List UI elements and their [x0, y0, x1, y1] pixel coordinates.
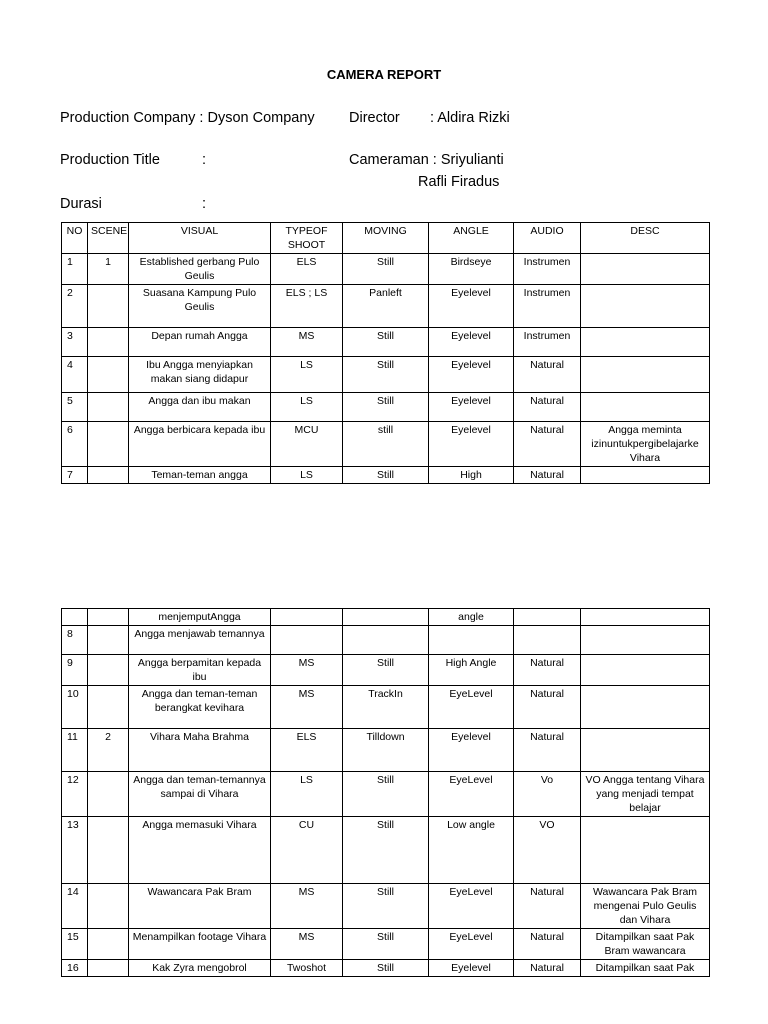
header-angle: ANGLE — [429, 223, 514, 254]
cell-visual: Suasana Kampung Pulo Geulis — [129, 285, 271, 328]
cell-desc — [581, 655, 710, 686]
cell-visual: Angga memasuki Vihara — [129, 817, 271, 884]
cell-audio: Natural — [514, 357, 581, 393]
cell-scene — [88, 609, 129, 626]
cell-scene — [88, 357, 129, 393]
cell-audio: Instrumen — [514, 254, 581, 285]
table-row — [62, 467, 710, 484]
production-title-label: Production Title — [60, 152, 160, 168]
cell-no: 4 — [62, 357, 88, 393]
table-row — [62, 328, 710, 357]
director-value: : Aldira Rizki — [430, 110, 510, 126]
cell-moving: Still — [343, 929, 429, 960]
cell-desc — [581, 328, 710, 357]
cell-type-of-shoot: LS — [271, 357, 343, 393]
cell-type-of-shoot: LS — [271, 467, 343, 484]
table-row — [62, 609, 710, 626]
cell-moving: Still — [343, 393, 429, 422]
cell-angle: Eyelevel — [429, 285, 514, 328]
cell-moving: Still — [343, 467, 429, 484]
table-row — [62, 686, 710, 729]
cell-audio: Natural — [514, 960, 581, 977]
table-row — [62, 254, 710, 285]
cell-audio — [514, 626, 581, 655]
cell-angle — [429, 626, 514, 655]
cell-visual: Established gerbang Pulo Geulis — [129, 254, 271, 285]
cell-angle: Eyelevel — [429, 422, 514, 467]
cell-angle: Eyelevel — [429, 328, 514, 357]
cell-angle: angle — [429, 609, 514, 626]
header-no: NO — [62, 223, 88, 254]
cell-type-of-shoot: Twoshot — [271, 960, 343, 977]
cell-scene — [88, 929, 129, 960]
cell-scene — [88, 626, 129, 655]
cameraman-line-2: Rafli Firadus — [418, 174, 500, 190]
cell-no: 6 — [62, 422, 88, 467]
cell-audio: Natural — [514, 884, 581, 929]
cell-angle: EyeLevel — [429, 884, 514, 929]
table-header-row — [62, 223, 710, 254]
cell-no: 16 — [62, 960, 88, 977]
cell-moving: Still — [343, 328, 429, 357]
cell-visual: Angga dan ibu makan — [129, 393, 271, 422]
cell-desc: Angga meminta izinuntukpergibelajarke Vihara — [581, 422, 710, 467]
table-row — [62, 960, 710, 977]
cell-scene: 1 — [88, 254, 129, 285]
cell-desc — [581, 357, 710, 393]
cell-scene — [88, 686, 129, 729]
cell-audio: Natural — [514, 729, 581, 772]
cell-desc — [581, 686, 710, 729]
cell-type-of-shoot: MS — [271, 328, 343, 357]
cell-angle: Eyelevel — [429, 357, 514, 393]
table-row — [62, 655, 710, 686]
cell-scene — [88, 884, 129, 929]
header-visual: VISUAL — [129, 223, 271, 254]
cell-visual: Vihara Maha Brahma — [129, 729, 271, 772]
cell-scene: 2 — [88, 729, 129, 772]
cell-type-of-shoot: ELS — [271, 254, 343, 285]
cell-angle: Eyelevel — [429, 393, 514, 422]
cell-type-of-shoot: MS — [271, 655, 343, 686]
cell-angle: High — [429, 467, 514, 484]
production-title-colon: : — [202, 152, 207, 168]
cell-angle: EyeLevel — [429, 929, 514, 960]
table-row — [62, 884, 710, 929]
cell-audio: Natural — [514, 686, 581, 729]
table-row — [62, 626, 710, 655]
cell-visual: Angga dan teman-temannya sampai di Vihara — [129, 772, 271, 817]
cell-no: 2 — [62, 285, 88, 328]
cell-moving — [343, 609, 429, 626]
cell-scene — [88, 467, 129, 484]
cell-moving: Still — [343, 772, 429, 817]
cell-type-of-shoot: ELS ; LS — [271, 285, 343, 328]
cell-no: 9 — [62, 655, 88, 686]
cell-type-of-shoot — [271, 609, 343, 626]
header-type-of-shoot: TYPEOF SHOOT — [271, 223, 343, 254]
cell-no: 8 — [62, 626, 88, 655]
cell-desc — [581, 285, 710, 328]
cell-audio: Natural — [514, 422, 581, 467]
cell-no: 1 — [62, 254, 88, 285]
cell-desc — [581, 467, 710, 484]
table-row — [62, 772, 710, 817]
cell-moving: TrackIn — [343, 686, 429, 729]
cell-no: 11 — [62, 729, 88, 772]
cell-scene — [88, 285, 129, 328]
cell-scene — [88, 655, 129, 686]
cell-no: 5 — [62, 393, 88, 422]
cell-desc — [581, 626, 710, 655]
cell-moving: Still — [343, 817, 429, 884]
cell-scene — [88, 328, 129, 357]
cell-moving: Still — [343, 884, 429, 929]
cell-scene — [88, 422, 129, 467]
cell-type-of-shoot: MS — [271, 686, 343, 729]
cameraman-line-1: Cameraman : Sriyulianti — [349, 152, 504, 168]
durasi-colon: : — [202, 196, 207, 212]
cell-desc — [581, 609, 710, 626]
cell-visual: Angga dan teman-teman berangkat kevihara — [129, 686, 271, 729]
cell-moving: Still — [343, 655, 429, 686]
cell-type-of-shoot: MCU — [271, 422, 343, 467]
cell-visual: Teman-teman angga — [129, 467, 271, 484]
cell-audio: Instrumen — [514, 328, 581, 357]
cell-audio — [514, 609, 581, 626]
cell-desc — [581, 254, 710, 285]
table-row — [62, 817, 710, 884]
cell-visual: menjemputAngga — [129, 609, 271, 626]
cell-desc: Ditampilkan saat Pak Bram wawancara — [581, 929, 710, 960]
cell-audio: VO — [514, 817, 581, 884]
cell-visual: Angga menjawab temannya — [129, 626, 271, 655]
cell-type-of-shoot: LS — [271, 772, 343, 817]
cell-no — [62, 609, 88, 626]
cell-desc: Ditampilkan saat Pak — [581, 960, 710, 977]
table-row — [62, 285, 710, 328]
cell-visual: Ibu Angga menyiapkan makan siang didapur — [129, 357, 271, 393]
cell-type-of-shoot: LS — [271, 393, 343, 422]
table-row — [62, 729, 710, 772]
cell-visual: Depan rumah Angga — [129, 328, 271, 357]
cell-desc: VO Angga tentang Vihara yang menjadi tempat belajar — [581, 772, 710, 817]
camera-report-table-1 — [61, 222, 710, 484]
cell-scene — [88, 393, 129, 422]
cell-angle: EyeLevel — [429, 686, 514, 729]
cell-audio: Natural — [514, 655, 581, 686]
cell-no: 7 — [62, 467, 88, 484]
cell-visual: Kak Zyra mengobrol — [129, 960, 271, 977]
cell-desc — [581, 393, 710, 422]
table-row — [62, 929, 710, 960]
cell-audio: Vo — [514, 772, 581, 817]
cell-angle: Eyelevel — [429, 729, 514, 772]
cell-desc: Wawancara Pak Bram mengenai Pulo Geulis dan Vihara — [581, 884, 710, 929]
cell-angle: Eyelevel — [429, 960, 514, 977]
cell-no: 13 — [62, 817, 88, 884]
cell-no: 12 — [62, 772, 88, 817]
cell-angle: EyeLevel — [429, 772, 514, 817]
cell-moving: Panleft — [343, 285, 429, 328]
cell-angle: High Angle — [429, 655, 514, 686]
cell-audio: Instrumen — [514, 285, 581, 328]
cell-scene — [88, 817, 129, 884]
cell-visual: Angga berpamitan kepada ibu — [129, 655, 271, 686]
header-audio: AUDIO — [514, 223, 581, 254]
cell-no: 3 — [62, 328, 88, 357]
cell-moving: still — [343, 422, 429, 467]
cell-visual: Menampilkan footage Vihara — [129, 929, 271, 960]
cell-moving: Still — [343, 254, 429, 285]
cell-scene — [88, 960, 129, 977]
durasi-label: Durasi — [60, 196, 102, 212]
cell-desc — [581, 817, 710, 884]
table-row — [62, 393, 710, 422]
cell-visual: Angga berbicara kepada ibu — [129, 422, 271, 467]
cell-no: 10 — [62, 686, 88, 729]
director-label: Director — [349, 110, 400, 126]
cell-scene — [88, 772, 129, 817]
header-scene: SCENE — [88, 223, 129, 254]
cell-moving: Still — [343, 960, 429, 977]
cell-no: 15 — [62, 929, 88, 960]
page-title: CAMERA REPORT — [326, 67, 442, 82]
header-desc: DESC — [581, 223, 710, 254]
cell-audio: Natural — [514, 467, 581, 484]
cell-desc — [581, 729, 710, 772]
table-row — [62, 422, 710, 467]
cell-visual: Wawancara Pak Bram — [129, 884, 271, 929]
cell-moving: Still — [343, 357, 429, 393]
cell-angle: Birdseye — [429, 254, 514, 285]
cell-type-of-shoot: MS — [271, 929, 343, 960]
cell-moving — [343, 626, 429, 655]
camera-report-table-2 — [61, 608, 710, 977]
cell-type-of-shoot — [271, 626, 343, 655]
cell-angle: Low angle — [429, 817, 514, 884]
cell-moving: Tilldown — [343, 729, 429, 772]
table-row — [62, 357, 710, 393]
cell-type-of-shoot: MS — [271, 884, 343, 929]
cell-type-of-shoot: ELS — [271, 729, 343, 772]
cell-no: 14 — [62, 884, 88, 929]
production-company: Production Company : Dyson Company — [60, 110, 315, 126]
cell-type-of-shoot: CU — [271, 817, 343, 884]
cell-audio: Natural — [514, 393, 581, 422]
header-moving: MOVING — [343, 223, 429, 254]
cell-audio: Natural — [514, 929, 581, 960]
